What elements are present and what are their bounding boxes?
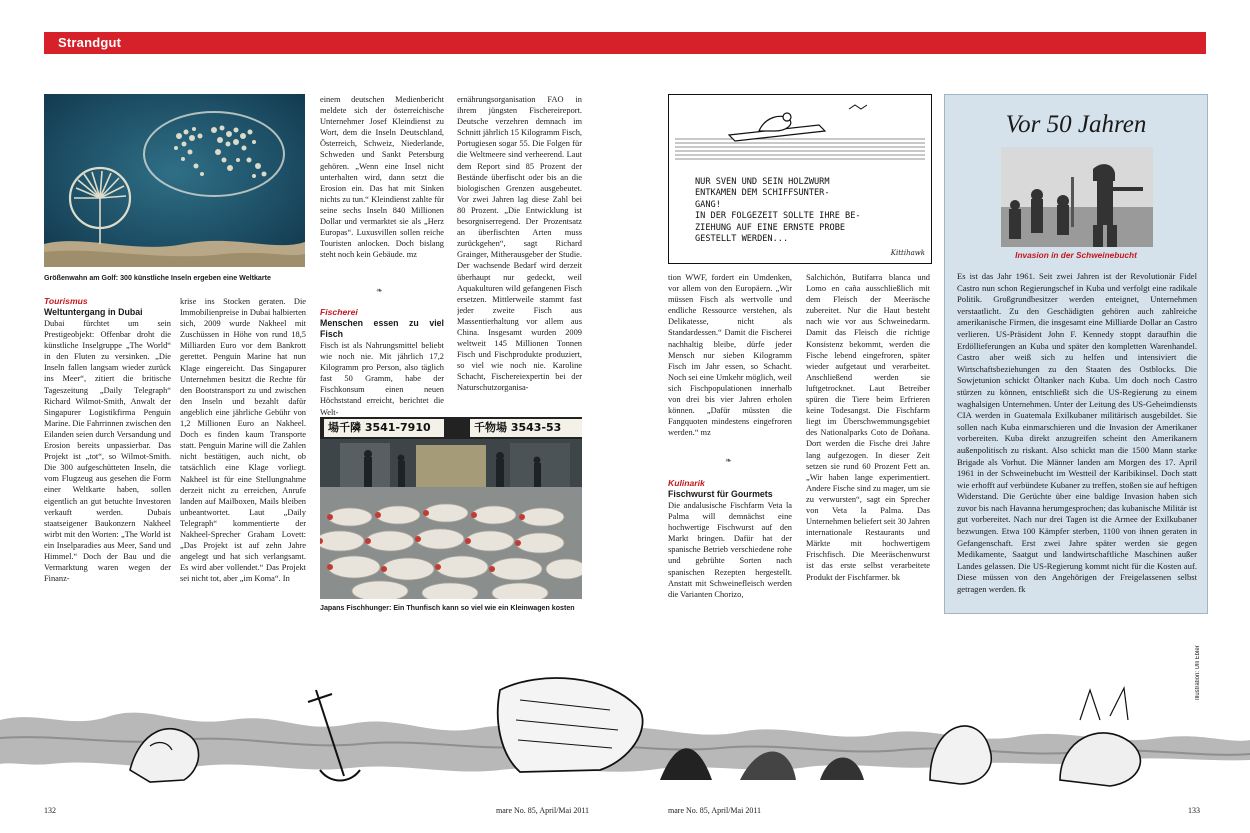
sidebar-body — [957, 271, 1197, 596]
market-sign-left: 場千隣 3541-7910 — [328, 421, 431, 434]
article-tourismus-headline: Weltuntergang in Dubai — [44, 307, 143, 317]
section-banner — [44, 32, 1206, 54]
cartoon-line-3: GANG! — [695, 199, 721, 210]
fish-market-photo — [320, 417, 582, 599]
article-kulinarik-body-2: Salchichón, Butifarra blanca und Lomo en caña ausschließlich mit dem Fleisch der Meeräsche zubereitet. Nur die Haut besteht nach wie vor aus Schweinedarm. Damit das Fleisch die richtige Konsistenz bekommt, werden die Fische lebend eingefroren, später wieder aufgetaut und verarbeitet. Anschließend werden sie luftgetrocknet. Laut Betreiber spüren die Tiere beim Erfrieren keine Todesangst. Die Fischfarm liegt im Überschwemmungsgebiet des Nationalparks Coto de Doñana. Dort werden die Fische drei Jahre lang aufgezogen. In dieser Zeit setzen sie rund 60 Prozent Fett an. „Wir haben lange experimentiert. Andere Fische sind zu mager, um sie zu verwursten“, sagt ein Sprecher von Veta la Palma. Das Unternehmen beliefert seit 30 Jahren internationale Restaurants und Märkte mit hochwertigem Frischfisch. Die Meeräschenwurst ist das erste selbst verarbeitete Produkt der Fischfarmer. bk — [806, 273, 930, 582]
photo1-caption: Größenwahn am Golf: 300 künstliche Inseln ergeben eine Weltkarte — [44, 274, 271, 282]
article-fischerei-col3 — [668, 272, 792, 452]
folio-left-number: 132 — [44, 806, 56, 815]
cartoon-signature: Kittihawk — [890, 249, 925, 257]
article-fischerei-body-3: tion WWF, fordert ein Umdenken, vor allem von den Europäern. „Wir müssen Fisch als wertvolle und endliche Ressource verstehen, als Delikatesse, nicht als Standardessen.“ Damit die Fischerei nachhaltig bleibe, dürfe jeder Mensch nur sieben Kilogramm Fisch im Jahr essen, so Schacht. Noch sei eine Umkehr möglich, weil sich Fischpopulationen innerhalb von drei bis vier Jahren erholen können. „Dafür müssten die Fangquoten mindestens eingefroren werden.“ mz — [668, 273, 792, 438]
the-world-islands-image — [44, 94, 305, 267]
cartoon-line-1: NUR SVEN UND SEIN HOLZWURM — [695, 177, 830, 187]
article-kulinarik-kicker: Kulinarik — [668, 478, 705, 488]
folio-right-issue: mare No. 85, April/Mai 2011 — [668, 806, 762, 815]
sidebar-body-text: Es ist das Jahr 1961. Seit zwei Jahren ist der Revolutionär Fidel Castro nun schon Regierungschef in Kuba und verfolgt eine radikale Politik. Großgrundbesitzer werden enteignet, Unternehmen verstaatlicht. Zu den Geschädigten gehören auch zahlreiche amerikanische Firmen, die insgesamt eine Milliarde Dollar an Castro verlieren. US-Präsident John F. Kennedy stoppt daraufhin die Erdöllieferungen an Kuba und später den kompletten Warenhandel. Castro aber weiß sich zu helfen und intensiviert die Wirtschaftsbeziehungen zu den Staaten des Ostblocks. Die Sowjetunion schickt Öltanker nach Kuba. Um doch noch Castro stürzen zu können, entschließt sich die US-Regierung zu einem waghalsigen Unternehmen. Unter der Leitung des US-Geheimdiensts CIA werden in Guatemala Exilkubaner militärisch ausgebildet. Sie sollen nach Kuba einmarschieren und die Invasion der Amerikaner vorbereiten. Kuba direkt anzugreifen scheint den Amerikanern außenpolitisch zu riskant. Also schickt man die 1500 Mann starke Brigade als Vorhut. Die Männer landen am Morgen des 17. April 1961 in der Schweinebucht im Westteil der Karibikinsel. Doch statt wie erhofft auf verbündete Kubaner zu treffen, stoßen sie auf heftigen Widerstand. Die Gerüchte über eine baldige Invasion haben sich zuvor bis nach Havanna herumgesprochen; das kubanische Militär ist gut vorbereitet. Nach nur drei Tagen ist die Armee der Exilkubaner bezwungen. Etwa 100 Kämpfer sterben, 1100 von ihnen geraten in Gefangenschaft. Erst zwei Jahre später werden sie gegen Medikamente, Saatgut und landwirtschaftliche Maschinen außer Landes gelassen. Die US-Regierung kommt nicht für die Kosten auf. Diese müssen von den Angehörigen der Freigelassenen selbst getragen werden. fk — [957, 271, 1197, 595]
article-fischerei-kicker: Fischerei — [320, 307, 358, 317]
folio-right-number: 133 — [1188, 806, 1200, 815]
article-fischerei-col2 — [457, 94, 582, 412]
folio-left-issue: mare No. 85, April/Mai 2011 — [496, 806, 590, 815]
article-fischerei-headline: Menschen essen zu viel Fisch — [320, 318, 444, 339]
article-kulinarik-headline: Fischwurst für Gourmets — [668, 489, 773, 499]
section-title: Strandgut — [58, 35, 122, 50]
article-tourismus-body-1: Dubai fürchtet um sein Prestigeobjekt: Offenbar droht die künstliche Inselgruppe „The World“ in den Fluten zu versinken. „Die Inseln fallen langsam wieder zurück ins Meer“, zitiert die britische Tageszeitung „Daily Telegraph“ Richard Wilmot-Smith, Anwalt der Singapurer Logistikfirma Penguin Marine. Die Fahrrinnen zwischen den Eilanden seien durch Versandung und Erosion bereits unpassierbar. Das Projekt ist „tot“, so Wilmot-Smith. Die 300 aufgeschütteten Inseln, die vom Flugzeug aus gesehen die Form einer Weltkarte haben, sollen eigentlich an gut betuchte Investoren verkauft werden. Dubais staatseigener Baukonzern Nakheel wirbt mit den Worten: „The World ist ein Inselparadies aus Meer, Sand und Himmel.“ Doch der Bau und die Vermarktung waren wegen der Finanz- — [44, 319, 171, 584]
article-fischerei-body-2: ernährungsorganisation FAO in ihrem jüngsten Fischereireport. Deutsche verzehren demnach im Schnitt jährlich 15 Kilogramm Fisch, Portugiesen sogar 55. Die Folgen für die Weltmeere sind verheerend. Laut dem Report sind 85 Prozent der Bestände überfischt oder bis an die biologischen Grenzen ausgebeutet. Vor zwei Jahren lag diese Zahl bei 80 Prozent. „Die Entwicklung ist besorgniserregend. Der Prozentsatz an überfischten Arten muss zurückgehen“, sagt Richard Grainger, Mitherausgeber der Studie. Der wachsende Bedarf wird derzeit überhaupt nur gedeckt, weil Aquakulturen wild gefangenen Fisch ersetzen. Mittlerweile stammt fast jeder zweite Fisch aus Massentierhaltung vor allem aus China. Insgesamt wurden 2009 weltweit 145 Millionen Tonnen Fisch und Fischprodukte produziert, so viel wie noch nie. Karoline Schacht, Fischereiexpertin bei der Naturschutzorganisa- — [457, 95, 582, 393]
sidebar-photo-caption: Invasion in der Schweinebucht — [1015, 250, 1137, 260]
seabed-illustration — [0, 650, 1250, 800]
article-kulinarik-col2 — [806, 272, 930, 614]
article-fischerei-col1 — [320, 307, 444, 417]
tuna-market-image — [320, 417, 582, 599]
article-tourismus-body-3: einem deutschen Medienbericht meldete sich der österreichische Unternehmer Josef Kleindienst zu Wort, dem die Inseln Deutschland, Österreich, Schweiz, Niederlande, Schweden und Sankt Petersburg gehören. „Wenn eine Insel nicht unterhalten wird, dann setzt die Erosion ein. Das hat mit Sinken nichts zu tun.“ Kleindienst zahlte für seine sechs Inseln 840 Millionen Dollar und vermarktet sie als „Herz Europas“. Luxusvillen sollen reiche Touristen anlocken. Doch bislang steht noch kein Gebäude. mz — [320, 95, 444, 260]
bay-of-pigs-photo — [1001, 147, 1153, 247]
article-kulinarik-body-1: Die andalusische Fischfarm Veta la Palma will demnächst eine hochwertige Fischwurst auf den Markt bringen. Dafür hat der spanische Betrieb verschiedene rohe und gebrühte Sorten nach spanischen Rezepten hergestellt. Anstatt mit Schweinefleisch werden die Varianten Chorizo, — [668, 501, 792, 599]
satellite-photo — [44, 94, 305, 267]
section-divider-ornament: ❧ — [376, 286, 383, 295]
article-tourismus-col3 — [320, 94, 444, 282]
article-tourismus-body-2: krise ins Stocken geraten. Die Immobilienpreise in Dubai halbierten sich, 2009 wurde Nakheel mit Zuschüssen in Höhe von rund 18,5 Milliarden Euro vor dem Bankrott gerettet. Penguin Marine hat nun Klage eingereicht. Das Singapurer Unternehmen besitzt die Rechte für den Bootstransport zu und zwischen den Inseln und bezahlt dafür angeblich eine jährliche Gebühr von 1,2 Millionen Euro an Nakheel. Doch es finden kaum Transporte statt. Penguin Marine will die Zahlen nicht bestätigen, auch nicht, ob tatsächlich eine Klage vorliegt. Nakheel ist für eine Stellungnahme derzeit nicht zu erreichen, Anrufe landen auf Mailboxen, Mails bleiben unbeantwortet. Laut „Daily Telegraph“ kommentierte der Nakheel-Sprecher Graham Lovett: „Das Projekt ist auf zehn Jahre angelegt und hat sich verlangsamt. Es wird aber vollendet.“ Das Projekt sei nicht tot, aber „im Koma“. In — [180, 297, 306, 584]
article-tourismus-col2 — [180, 296, 306, 614]
cartoon-caption — [695, 177, 915, 245]
article-tourismus-col1 — [44, 296, 171, 614]
article-tourismus-kicker: Tourismus — [44, 296, 88, 306]
cartoon-line-4: IN DER FOLGEZEIT SOLLTE IHRE BE- — [695, 211, 861, 222]
article-kulinarik-col1 — [668, 478, 792, 614]
cartoon-line-5: ZIEHUNG AUF EINE ERNSTE PROBE — [695, 222, 846, 233]
sidebar-title: Vor 50 Jahren — [1005, 111, 1147, 138]
market-sign-right: 千物場 3543-53 — [474, 421, 562, 434]
section-divider-ornament-2: ❧ — [725, 456, 732, 465]
illustration-credit: Illustration: Ulli Ebler — [1195, 645, 1201, 700]
photo2-caption: Japans Fischhunger: Ein Thunfisch kann so viel wie ein Kleinwagen kosten — [320, 604, 575, 612]
history-sidebar — [944, 94, 1208, 614]
article-fischerei-body-1: Fisch ist als Nahrungsmittel beliebt wie noch nie. Mit jährlich 17,2 Kilogramm pro Person, also täglich fast 50 Gramm, habe der Fischkonsum einen neuen Höchststand erreicht, berichtet die Welt- — [320, 341, 444, 417]
cartoon-line-2: ENTKAMEN DEM SCHIFFSUNTER- — [695, 188, 830, 199]
cartoon-line-6: GESTELLT WERDEN... — [695, 234, 789, 245]
sidebar-photo — [1001, 147, 1153, 247]
cartoon-panel — [668, 94, 932, 264]
